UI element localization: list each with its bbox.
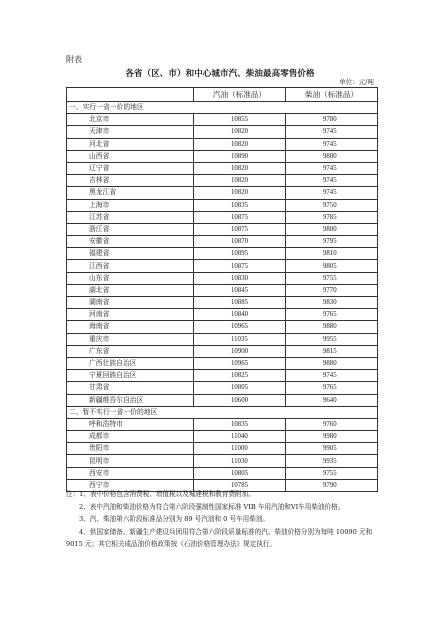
table-row: [67, 272, 378, 284]
diesel-price-cell: 9810: [286, 248, 378, 260]
diesel-price-cell: 9745: [286, 370, 378, 382]
table-row: [67, 187, 378, 199]
gasoline-price-cell: 10600: [194, 394, 286, 406]
region-cell: 北京市: [67, 114, 194, 126]
gasoline-price-cell: 11000: [194, 443, 286, 455]
table-row: [67, 162, 378, 174]
page-title: 各省（区、市）和中心城市汽、柴油最高零售价格: [125, 69, 315, 79]
region-cell: 宁夏回族自治区: [67, 370, 194, 382]
diesel-price-cell: 9830: [286, 297, 378, 309]
gasoline-price-cell: 10820: [194, 126, 286, 138]
gasoline-price-cell: 10820: [194, 162, 286, 174]
gasoline-price-cell: 11035: [194, 333, 286, 345]
region-cell: 贵阳市: [67, 443, 194, 455]
gasoline-price-cell: 11040: [194, 431, 286, 443]
region-cell: 福建省: [67, 248, 194, 260]
region-cell: 黑龙江省: [67, 187, 194, 199]
region-cell: 河北省: [67, 138, 194, 150]
appendix-label: 附表: [66, 55, 82, 64]
diesel-price-cell: 9935: [286, 455, 378, 467]
table-row: [67, 114, 378, 126]
table-row: [67, 236, 378, 248]
region-cell: 甘肃省: [67, 382, 194, 394]
diesel-price-cell: 9745: [286, 187, 378, 199]
diesel-price-cell: 9790: [286, 479, 378, 491]
region-cell: 湖北省: [67, 284, 194, 296]
diesel-price-cell: 9805: [286, 260, 378, 272]
region-cell: 广东省: [67, 345, 194, 357]
diesel-price-cell: 9880: [286, 357, 378, 369]
note-1: 注：1、表中价格包含消费税、增值税以及城建税和教育费附加。: [66, 490, 255, 498]
diesel-price-cell: 9755: [286, 272, 378, 284]
gasoline-price-cell: 10785: [194, 479, 286, 491]
region-cell: 山东省: [67, 272, 194, 284]
gasoline-price-cell: 10805: [194, 467, 286, 479]
gasoline-price-cell: 10895: [194, 248, 286, 260]
gasoline-price-cell: 10875: [194, 223, 286, 235]
region-cell: 辽宁省: [67, 162, 194, 174]
footnotes: [66, 488, 376, 551]
gasoline-price-cell: 10820: [194, 138, 286, 150]
region-cell: 昆明市: [67, 455, 194, 467]
table-row: [67, 382, 378, 394]
diesel-price-cell: 9745: [286, 175, 378, 187]
gasoline-price-cell: 10965: [194, 357, 286, 369]
table-row: [67, 345, 378, 357]
table-row: [67, 223, 378, 235]
diesel-price-cell: 9880: [286, 321, 378, 333]
gasoline-price-cell: 10855: [194, 114, 286, 126]
region-cell: 浙江省: [67, 223, 194, 235]
diesel-price-cell: 9760: [286, 418, 378, 430]
region-cell: 成都市: [67, 431, 194, 443]
gasoline-price-cell: 10820: [194, 187, 286, 199]
table-row: [67, 357, 378, 369]
region-cell: 广西壮族自治区: [67, 357, 194, 369]
region-cell: 江苏省: [67, 211, 194, 223]
region-cell: 海南省: [67, 321, 194, 333]
header-diesel: 柴油（标准品）: [286, 88, 378, 102]
table-row: [67, 297, 378, 309]
table-row: [67, 211, 378, 223]
region-cell: 湖南省: [67, 297, 194, 309]
region-cell: 天津市: [67, 126, 194, 138]
gasoline-price-cell: 10820: [194, 175, 286, 187]
region-cell: 重庆市: [67, 333, 194, 345]
region-cell: 呼和浩特市: [67, 418, 194, 430]
table-row: [67, 150, 378, 162]
table-row: [67, 284, 378, 296]
gasoline-price-cell: 10875: [194, 260, 286, 272]
diesel-price-cell: 9980: [286, 431, 378, 443]
note-4: 4、供国家储备、新疆生产建设兵团用符合第六阶段质量标准的汽、柴油价格分别为每吨 10090 元和 9015 元；其它相关成品油价格政策按《石油价格管理办法》规定执行。: [66, 527, 373, 548]
section-heading-2: 二、暂不实行一省一价的地区: [67, 406, 378, 418]
table-row: [67, 321, 378, 333]
diesel-price-cell: 9800: [286, 150, 378, 162]
diesel-price-cell: 9745: [286, 138, 378, 150]
region-cell: 西安市: [67, 467, 194, 479]
diesel-price-cell: 9765: [286, 309, 378, 321]
region-cell: 西宁市: [67, 479, 194, 491]
table-row: [67, 199, 378, 211]
table-row: [67, 467, 378, 479]
region-cell: 安徽省: [67, 236, 194, 248]
gasoline-price-cell: 10900: [194, 345, 286, 357]
note-2: 2、表中汽油和柴油价格为符合第六阶段强制性国家标准 VIB 车用汽油和VI车用柴油价格。: [79, 502, 345, 511]
gasoline-price-cell: 10805: [194, 382, 286, 394]
table-row: [67, 309, 378, 321]
unit-label: 单位：元/吨: [339, 78, 374, 86]
diesel-price-cell: 9795: [286, 236, 378, 248]
price-table: [66, 87, 378, 492]
region-cell: 山西省: [67, 150, 194, 162]
gasoline-price-cell: 10845: [194, 284, 286, 296]
region-cell: 上海市: [67, 199, 194, 211]
diesel-price-cell: 9815: [286, 345, 378, 357]
table-row: [67, 418, 378, 430]
header-region: [67, 88, 194, 102]
gasoline-price-cell: 10890: [194, 150, 286, 162]
note-3: 3、汽、柴油第六阶段标准品分别为 89 号汽油和 0 号车用柴油。: [79, 515, 270, 523]
table-row: [67, 455, 378, 467]
diesel-price-cell: 9745: [286, 162, 378, 174]
gasoline-price-cell: 10835: [194, 199, 286, 211]
diesel-price-cell: 9800: [286, 223, 378, 235]
table-header-row: [67, 88, 378, 102]
gasoline-price-cell: 10825: [194, 370, 286, 382]
header-gasoline: 汽油（标准品）: [194, 88, 286, 102]
table-row: [67, 370, 378, 382]
gasoline-price-cell: 11030: [194, 455, 286, 467]
region-cell: 河南省: [67, 309, 194, 321]
region-cell: 新疆维吾尔自治区: [67, 394, 194, 406]
gasoline-price-cell: 10885: [194, 297, 286, 309]
table-row: [67, 260, 378, 272]
diesel-price-cell: 9640: [286, 394, 378, 406]
diesel-price-cell: 9750: [286, 199, 378, 211]
table-row: [67, 126, 378, 138]
gasoline-price-cell: 10830: [194, 272, 286, 284]
gasoline-price-cell: 10965: [194, 321, 286, 333]
table-row: [67, 394, 378, 406]
table-row: [67, 248, 378, 260]
gasoline-price-cell: 10840: [194, 309, 286, 321]
table-row: [67, 333, 378, 345]
diesel-price-cell: 9955: [286, 333, 378, 345]
section-row-2: [67, 406, 378, 418]
table-row: [67, 431, 378, 443]
table-row: [67, 443, 378, 455]
gasoline-price-cell: 10875: [194, 211, 286, 223]
diesel-price-cell: 9785: [286, 211, 378, 223]
diesel-price-cell: 9770: [286, 284, 378, 296]
table-row: [67, 138, 378, 150]
diesel-price-cell: 9755: [286, 467, 378, 479]
table-row: [67, 175, 378, 187]
region-cell: 吉林省: [67, 175, 194, 187]
section-row-1: [67, 102, 378, 114]
diesel-price-cell: 9905: [286, 443, 378, 455]
gasoline-price-cell: 10835: [194, 418, 286, 430]
diesel-price-cell: 9780: [286, 114, 378, 126]
gasoline-price-cell: 10870: [194, 236, 286, 248]
section-heading-1: 一、实行一省一价的地区: [67, 102, 378, 114]
diesel-price-cell: 9745: [286, 126, 378, 138]
diesel-price-cell: 9765: [286, 382, 378, 394]
region-cell: 江西省: [67, 260, 194, 272]
